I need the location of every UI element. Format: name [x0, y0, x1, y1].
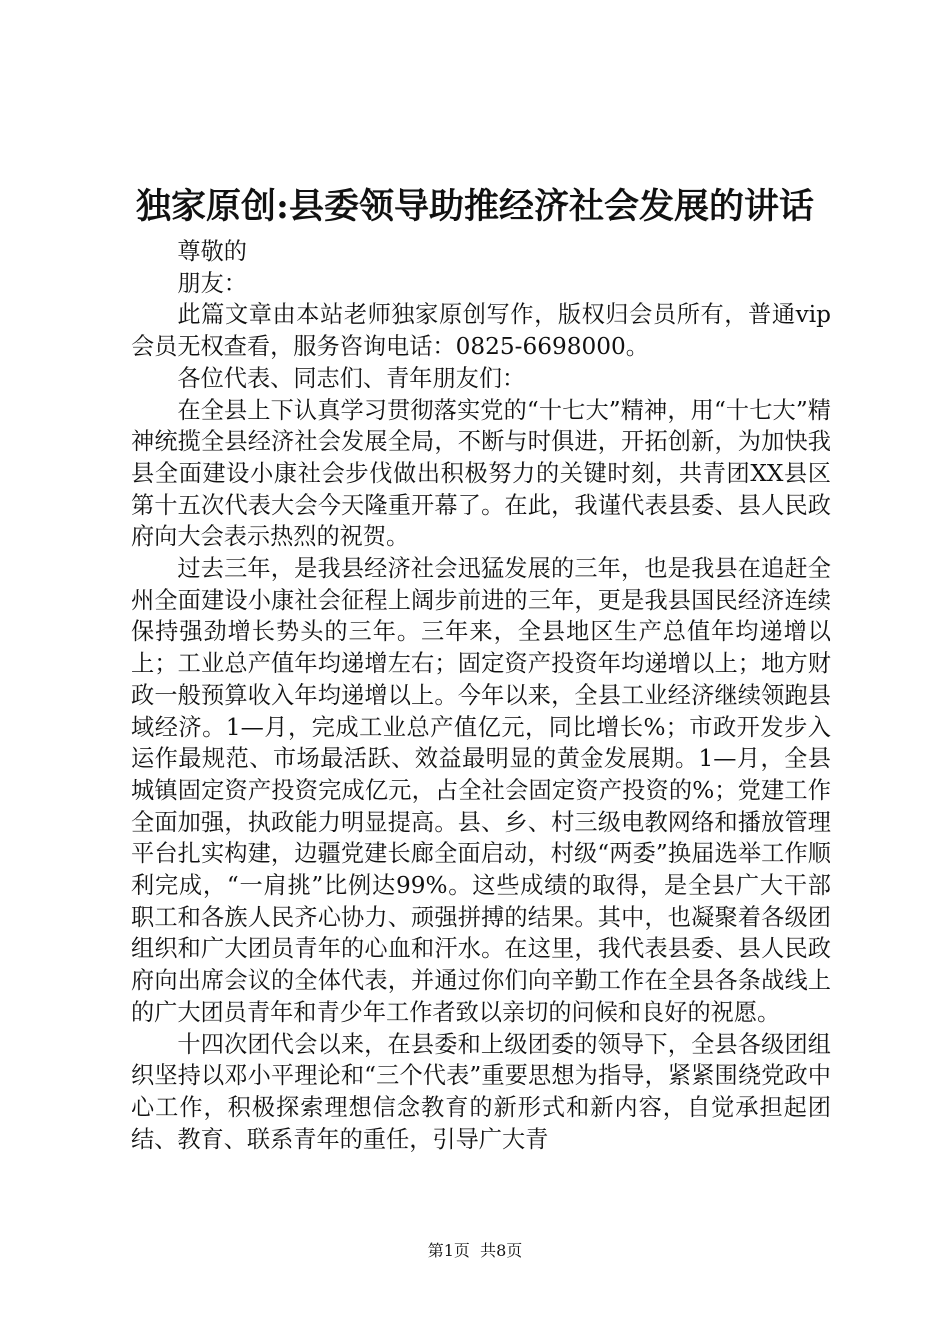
document-body: [131, 236, 831, 1155]
document-title: 独家原创:县委领导助推经济社会发展的讲话: [136, 186, 814, 227]
paragraph-achievements: 过去三年，是我县经济社会迅猛发展的三年，也是我县在追赶全州全面建设小康社会征程上阔步前进的三年，更是我县国民经济连续保持强劲增长势头的三年。三年来，全县地区生产总值年均递增以上；工业总产值年均递增左右；固定资产投资年均递增以上；地方财政一般预算收入年均递增以上。今年以来，全县工业经济继续领跑县域经济。1—月，完成工业总产值亿元，同比增长%；市政开发步入运作最规范、市场最活跃、效益最明显的黄金发展期。1—月，全县城镇固定资产投资完成亿元，占全社会固定资产投资的%；党建工作全面加强，执政能力明显提高。县、乡、村三级电教网络和播放管理平台扎实构建，边疆党建长廊全面启动，村级“两委”换届选举工作顺利完成，“一肩挑”比例达99%。这些成绩的取得，是全县广大干部职工和各族人民齐心协力、顽强拼搏的结果。其中，也凝聚着各级团组织和广大团员青年的心血和汗水。在这里，我代表县委、县人民政府向出席会议的全体代表，并通过你们向辛勤工作在全县各条战线上的广大团员青年和青少年工作者致以亲切的问候和良好的祝愿。: [131, 555, 831, 1026]
paragraph-opening: 在全县上下认真学习贯彻落实党的“十七大”精神，用“十七大”精神统揽全县经济社会发展全局，不断与时俱进，开拓创新，为加快我县全面建设小康社会步伐做出积极努力的关键时刻，共青团XX县区第十五次代表大会今天隆重开幕了。在此，我谨代表县委、县人民政府向大会表示热烈的祝贺。: [131, 396, 831, 551]
audience-greeting: 各位代表、同志们、青年朋友们：: [177, 364, 526, 392]
salutation-line-2: 朋友：: [177, 269, 247, 297]
page-number: 第1页 共8页: [427, 1241, 523, 1260]
salutation-line-1: 尊敬的: [177, 238, 247, 265]
paragraph-youth-work: 十四次团代会以来，在县委和上级团委的领导下，全县各级团组织坚持以邓小平理论和“三个代表”重要思想为指导，紧紧围绕党政中心工作，积极探索理想信念教育的新形式和新内容，自觉承担起团结、教育、联系青年的重任，引导广大青: [131, 1030, 831, 1153]
page-footer: [0, 1239, 950, 1263]
copyright-notice: 此篇文章由本站老师独家原创写作，版权归会员所有，普通vip会员无权查看，服务咨询电话：0825-6698000。: [131, 301, 831, 361]
